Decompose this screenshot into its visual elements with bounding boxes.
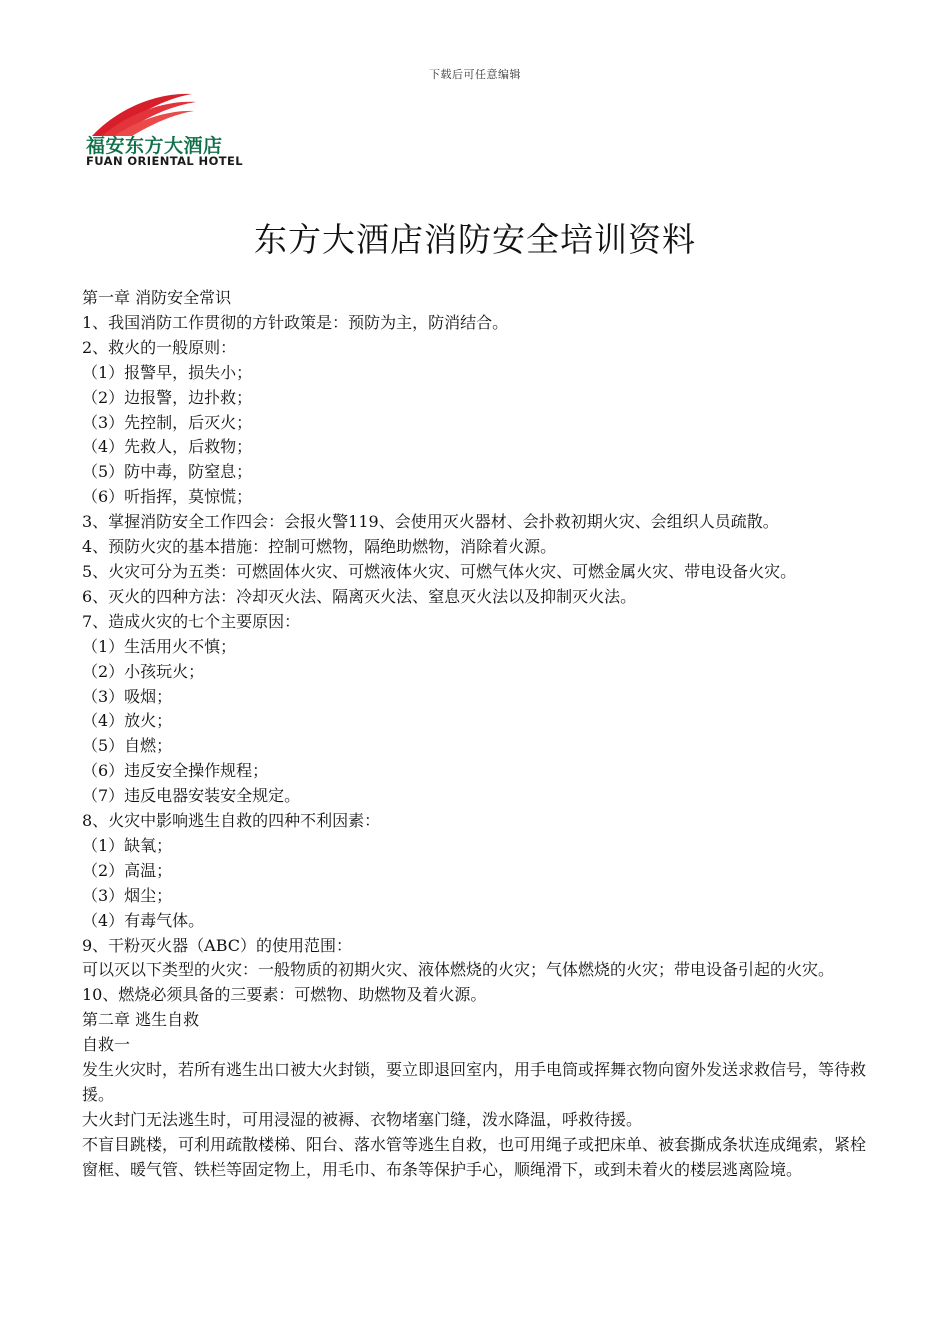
body-line: 大火封门无法逃生时，可用浸湿的被褥、衣物堵塞门缝，泼水降温，呼救待援。 bbox=[82, 1109, 643, 1129]
body-line: 发生火灾时，若所有逃生出口被大火封锁，要立即退回室内，用手电筒或挥舞衣物向窗外发送求救信号，等待救援。 bbox=[82, 1060, 867, 1104]
body-line: （5）防中毒，防窒息； bbox=[82, 462, 253, 482]
logo-name-en: FUAN ORIENTAL HOTEL bbox=[86, 154, 243, 168]
body-line: 3、掌握消防安全工作四会：会报火警119、会使用灭火器材、会扑救初期火灾、会组织人员疏散。 bbox=[82, 512, 779, 532]
body-line: （3）吸烟； bbox=[82, 686, 173, 706]
hotel-logo bbox=[78, 88, 258, 174]
body-line: （2）边报警，边扑救； bbox=[82, 387, 253, 407]
body-line: 2、救火的一般原则： bbox=[82, 337, 237, 357]
body-line: 1、我国消防工作贯彻的方针政策是：预防为主，防消结合。 bbox=[82, 312, 509, 332]
body-line: 6、灭火的四种方法：冷却灭火法、隔离灭火法、窒息灭火法以及抑制灭火法。 bbox=[82, 586, 637, 606]
body-line: （2）高温； bbox=[82, 860, 173, 880]
body-line: （5）自燃； bbox=[82, 736, 173, 756]
body-line: （1）缺氧； bbox=[82, 835, 173, 855]
body-line: （2）小孩玩火； bbox=[82, 661, 205, 681]
page-header-note: 下载后可任意编辑 bbox=[429, 68, 521, 81]
body-line: （4）先救人，后救物； bbox=[82, 437, 253, 457]
body-line: （4）放火； bbox=[82, 711, 173, 731]
body-line: （6）违反安全操作规程； bbox=[82, 761, 269, 781]
body-line: （3）烟尘； bbox=[82, 885, 173, 905]
logo-name-cn: 福安东方大酒店 bbox=[86, 135, 223, 157]
body-line: （4）有毒气体。 bbox=[82, 910, 205, 930]
body-line: 10、燃烧必须具备的三要素：可燃物、助燃物及着火源。 bbox=[82, 985, 487, 1005]
document-body bbox=[82, 286, 872, 1183]
body-line: 可以灭以下类型的火灾：一般物质的初期火灾、液体燃烧的火灾；气体燃烧的火灾；带电设备引起的火灾。 bbox=[82, 960, 835, 980]
body-line: 4、预防火灾的基本措施：控制可燃物，隔绝助燃物，消除着火源。 bbox=[82, 537, 557, 557]
body-line: （1）报警早，损失小； bbox=[82, 362, 253, 382]
body-line: 5、火灾可分为五类：可燃固体火灾、可燃液体火灾、可燃气体火灾、可燃金属火灾、带电设备火灾。 bbox=[82, 561, 797, 581]
body-line: 自救一 bbox=[82, 1035, 131, 1055]
body-line: 第二章 逃生自救 bbox=[82, 1010, 200, 1030]
body-line: 第一章 消防安全常识 bbox=[82, 288, 232, 307]
document-title: 东方大酒店消防安全培训资料 bbox=[254, 220, 696, 259]
body-line: （1）生活用火不慎； bbox=[82, 636, 237, 656]
body-line: （6）听指挥，莫惊慌； bbox=[82, 487, 253, 507]
body-line: 8、火灾中影响逃生自救的四种不利因素： bbox=[82, 811, 381, 831]
body-line: 7、造成火灾的七个主要原因： bbox=[82, 611, 301, 631]
body-line: 不盲目跳楼，可利用疏散楼梯、阳台、落水管等逃生自救，也可用绳子或把床单、被套撕成条状连成绳索，紧栓窗框、暖气管、铁栏等固定物上，用毛巾、布条等保护手心，顺绳滑下，或到未着火的楼层逃离险境。 bbox=[82, 1134, 867, 1179]
body-line: （3）先控制，后灭火； bbox=[82, 412, 253, 432]
body-line: （7）违反电器安装安全规定。 bbox=[82, 786, 301, 806]
body-line: 9、干粉灭火器（ABC）的使用范围： bbox=[82, 935, 353, 955]
